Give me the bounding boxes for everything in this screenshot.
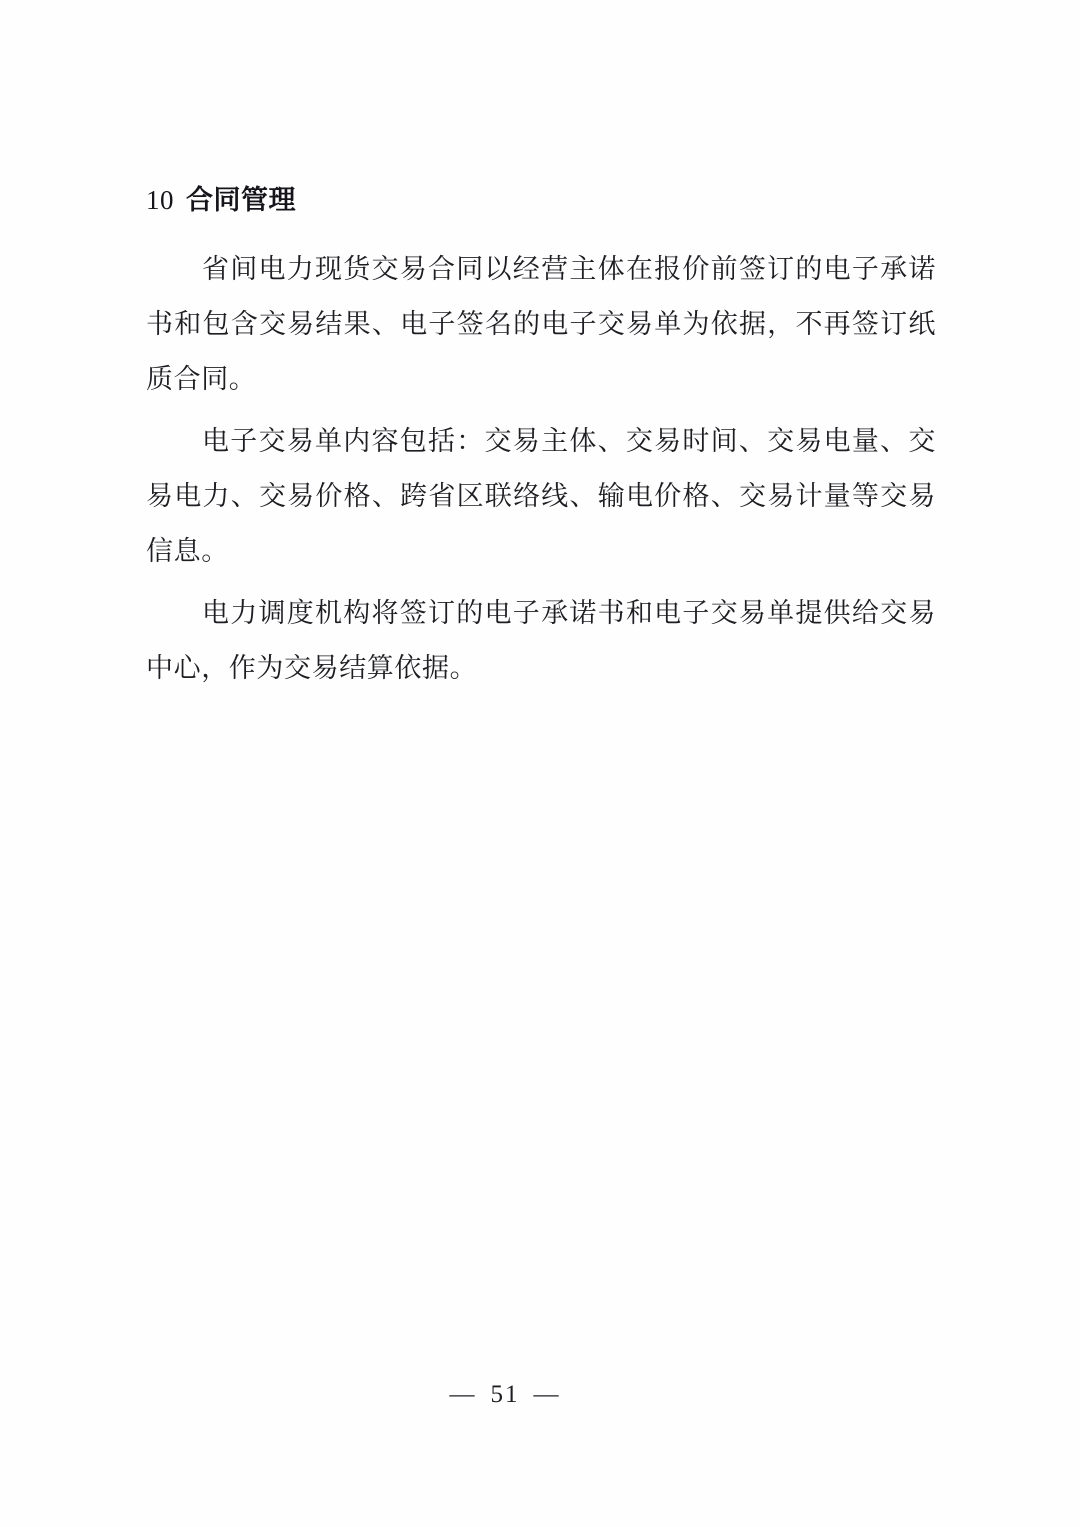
paragraph-3: 电力调度机构将签订的电子承诺书和电子交易单提供给交易中心，作为交易结算依据。 (146, 597, 936, 683)
section-title: 合同管理 (186, 185, 296, 215)
paragraph-2: 电子交易单内容包括：交易主体、交易时间、交易电量、交易电力、交易价格、跨省区联络线、输电价格、交易计量等交易信息。 (146, 425, 936, 566)
paragraph-1: 省间电力现货交易合同以经营主体在报价前签订的电子承诺书和包含交易结果、电子签名的电子交易单为依据，不再签订纸质合同。 (146, 253, 936, 394)
page-footer (0, 1381, 1080, 1409)
page-content (146, 182, 936, 703)
section-heading (146, 182, 936, 220)
footer-dash-left: — (449, 1381, 477, 1408)
page-number-value: 51 (490, 1381, 520, 1408)
footer-dash-right: — (533, 1381, 561, 1408)
section-number: 10 (146, 185, 174, 215)
